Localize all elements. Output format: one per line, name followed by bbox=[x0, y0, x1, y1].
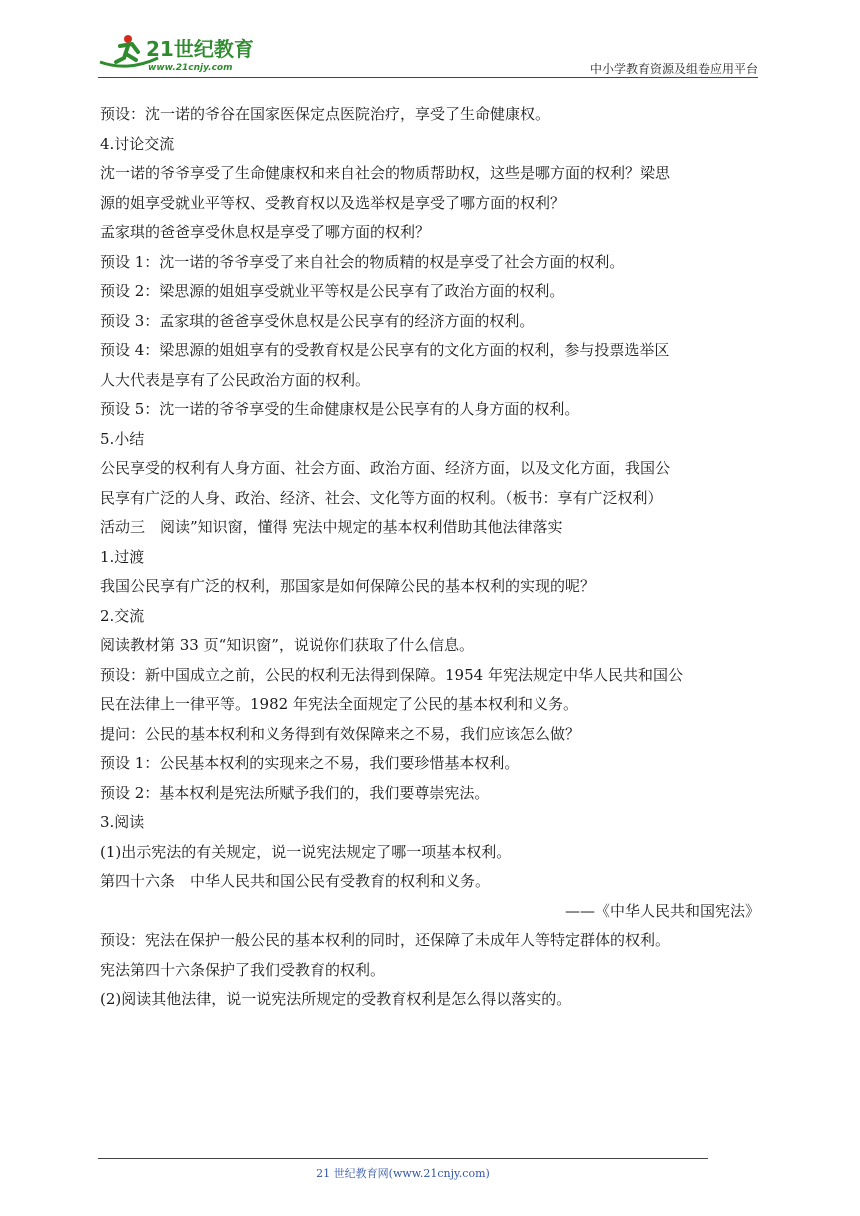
runner-logo-icon bbox=[98, 32, 268, 76]
text-line: 预设 4：梁思源的姐姐享有的受教育权是公民享有的文化方面的权利，参与投票选举区 bbox=[100, 341, 670, 359]
header-divider bbox=[98, 77, 758, 78]
text-line: 预设 2：梁思源的姐姐享受就业平等权是公民享有了政治方面的权利。 bbox=[100, 282, 565, 300]
text-line: 阅读教材第 33 页“知识窗”，说说你们获取了什么信息。 bbox=[100, 636, 474, 654]
text-line: 我国公民享有广泛的权利，那国家是如何保障公民的基本权利的实现的呢？ bbox=[100, 577, 596, 595]
quote-source: ——《中华人民共和国宪法》 bbox=[564, 901, 760, 920]
activity-heading: 活动三 阅读”知识窗，懂得 宪法中规定的基本权利借助其他法律落实 bbox=[100, 518, 563, 536]
header-tagline: 中小学教育资源及组卷应用平台 bbox=[589, 62, 758, 76]
site-logo[interactable] bbox=[98, 32, 268, 76]
svg-text:21世纪教育: 21世纪教育 bbox=[146, 37, 254, 61]
page-header bbox=[98, 32, 758, 78]
section-heading: 2.交流 bbox=[100, 606, 145, 625]
svg-text:www.21cnjy.com: www.21cnjy.com bbox=[148, 63, 233, 73]
text-line: 孟家琪的爸爸享受休息权是享受了哪方面的权利？ bbox=[100, 223, 431, 241]
section-heading: 5.小结 bbox=[100, 429, 145, 448]
text-line: 预设 1：公民基本权利的实现来之不易，我们要珍惜基本权利。 bbox=[100, 754, 520, 772]
text-line: 人大代表是享有了公民政治方面的权利。 bbox=[100, 370, 371, 389]
text-line: 宪法第四十六条保护了我们受教育的权利。 bbox=[100, 960, 386, 979]
quote-line: 第四十六条 中华人民共和国公民有受教育的权利和义务。 bbox=[100, 872, 491, 890]
text-line: (2)阅读其他法律，说一说宪法所规定的受教育权利是怎么得以落实的。 bbox=[100, 990, 572, 1008]
text-line: (1)出示宪法的有关规定，说一说宪法规定了哪一项基本权利。 bbox=[100, 842, 512, 861]
text-line: 公民享受的权利有人身方面、社会方面、政治方面、经济方面，以及文化方面，我国公 bbox=[100, 459, 671, 477]
section-heading: 4.讨论交流 bbox=[100, 134, 175, 153]
text-line: 预设：新中国成立之前，公民的权利无法得到保障。1954 年宪法规定中华人民共和国公 bbox=[100, 665, 683, 684]
text-line: 预设 5：沈一诺的爷爷享受的生命健康权是公民享有的人身方面的权利。 bbox=[100, 400, 580, 418]
text-line: 民享有广泛的人身、政治、经济、社会、文化等方面的权利。（板书：享有广泛权利） bbox=[100, 488, 663, 507]
text-line: 民在法律上一律平等。1982 年宪法全面规定了公民的基本权利和义务。 bbox=[100, 695, 578, 713]
text-line: 源的姐享受就业平等权、受教育权以及选举权是享受了哪方面的权利？ bbox=[100, 193, 566, 212]
section-heading: 3.阅读 bbox=[100, 813, 145, 831]
text-line: 预设 2：基本权利是宪法所赋予我们的，我们要尊崇宪法。 bbox=[100, 783, 490, 802]
text-line: 提问：公民的基本权利和义务得到有效保障来之不易，我们应该怎么做？ bbox=[100, 724, 581, 743]
text-line: 预设 3：孟家琪的爸爸享受休息权是公民享有的经济方面的权利。 bbox=[100, 311, 535, 330]
text-line: 沈一诺的爷爷享受了生命健康权和来自社会的物质帮助权，这些是哪方面的权利？梁思 bbox=[100, 164, 671, 182]
text-line: 预设：沈一诺的爷谷在国家医保定点医院治疗，享受了生命健康权。 bbox=[100, 105, 551, 123]
section-heading: 1.过渡 bbox=[100, 547, 145, 566]
footer-link[interactable]: 21 世纪教育网(www.21cnjy.com) bbox=[316, 1167, 490, 1180]
text-line: 预设：宪法在保护一般公民的基本权利的同时，还保障了未成年人等特定群体的权利。 bbox=[100, 931, 671, 949]
footer-divider bbox=[98, 1158, 708, 1159]
text-line: 预设 1：沈一诺的爷爷享受了来自社会的物质精的权是享受了社会方面的权利。 bbox=[100, 252, 625, 271]
document-body bbox=[100, 100, 760, 1015]
